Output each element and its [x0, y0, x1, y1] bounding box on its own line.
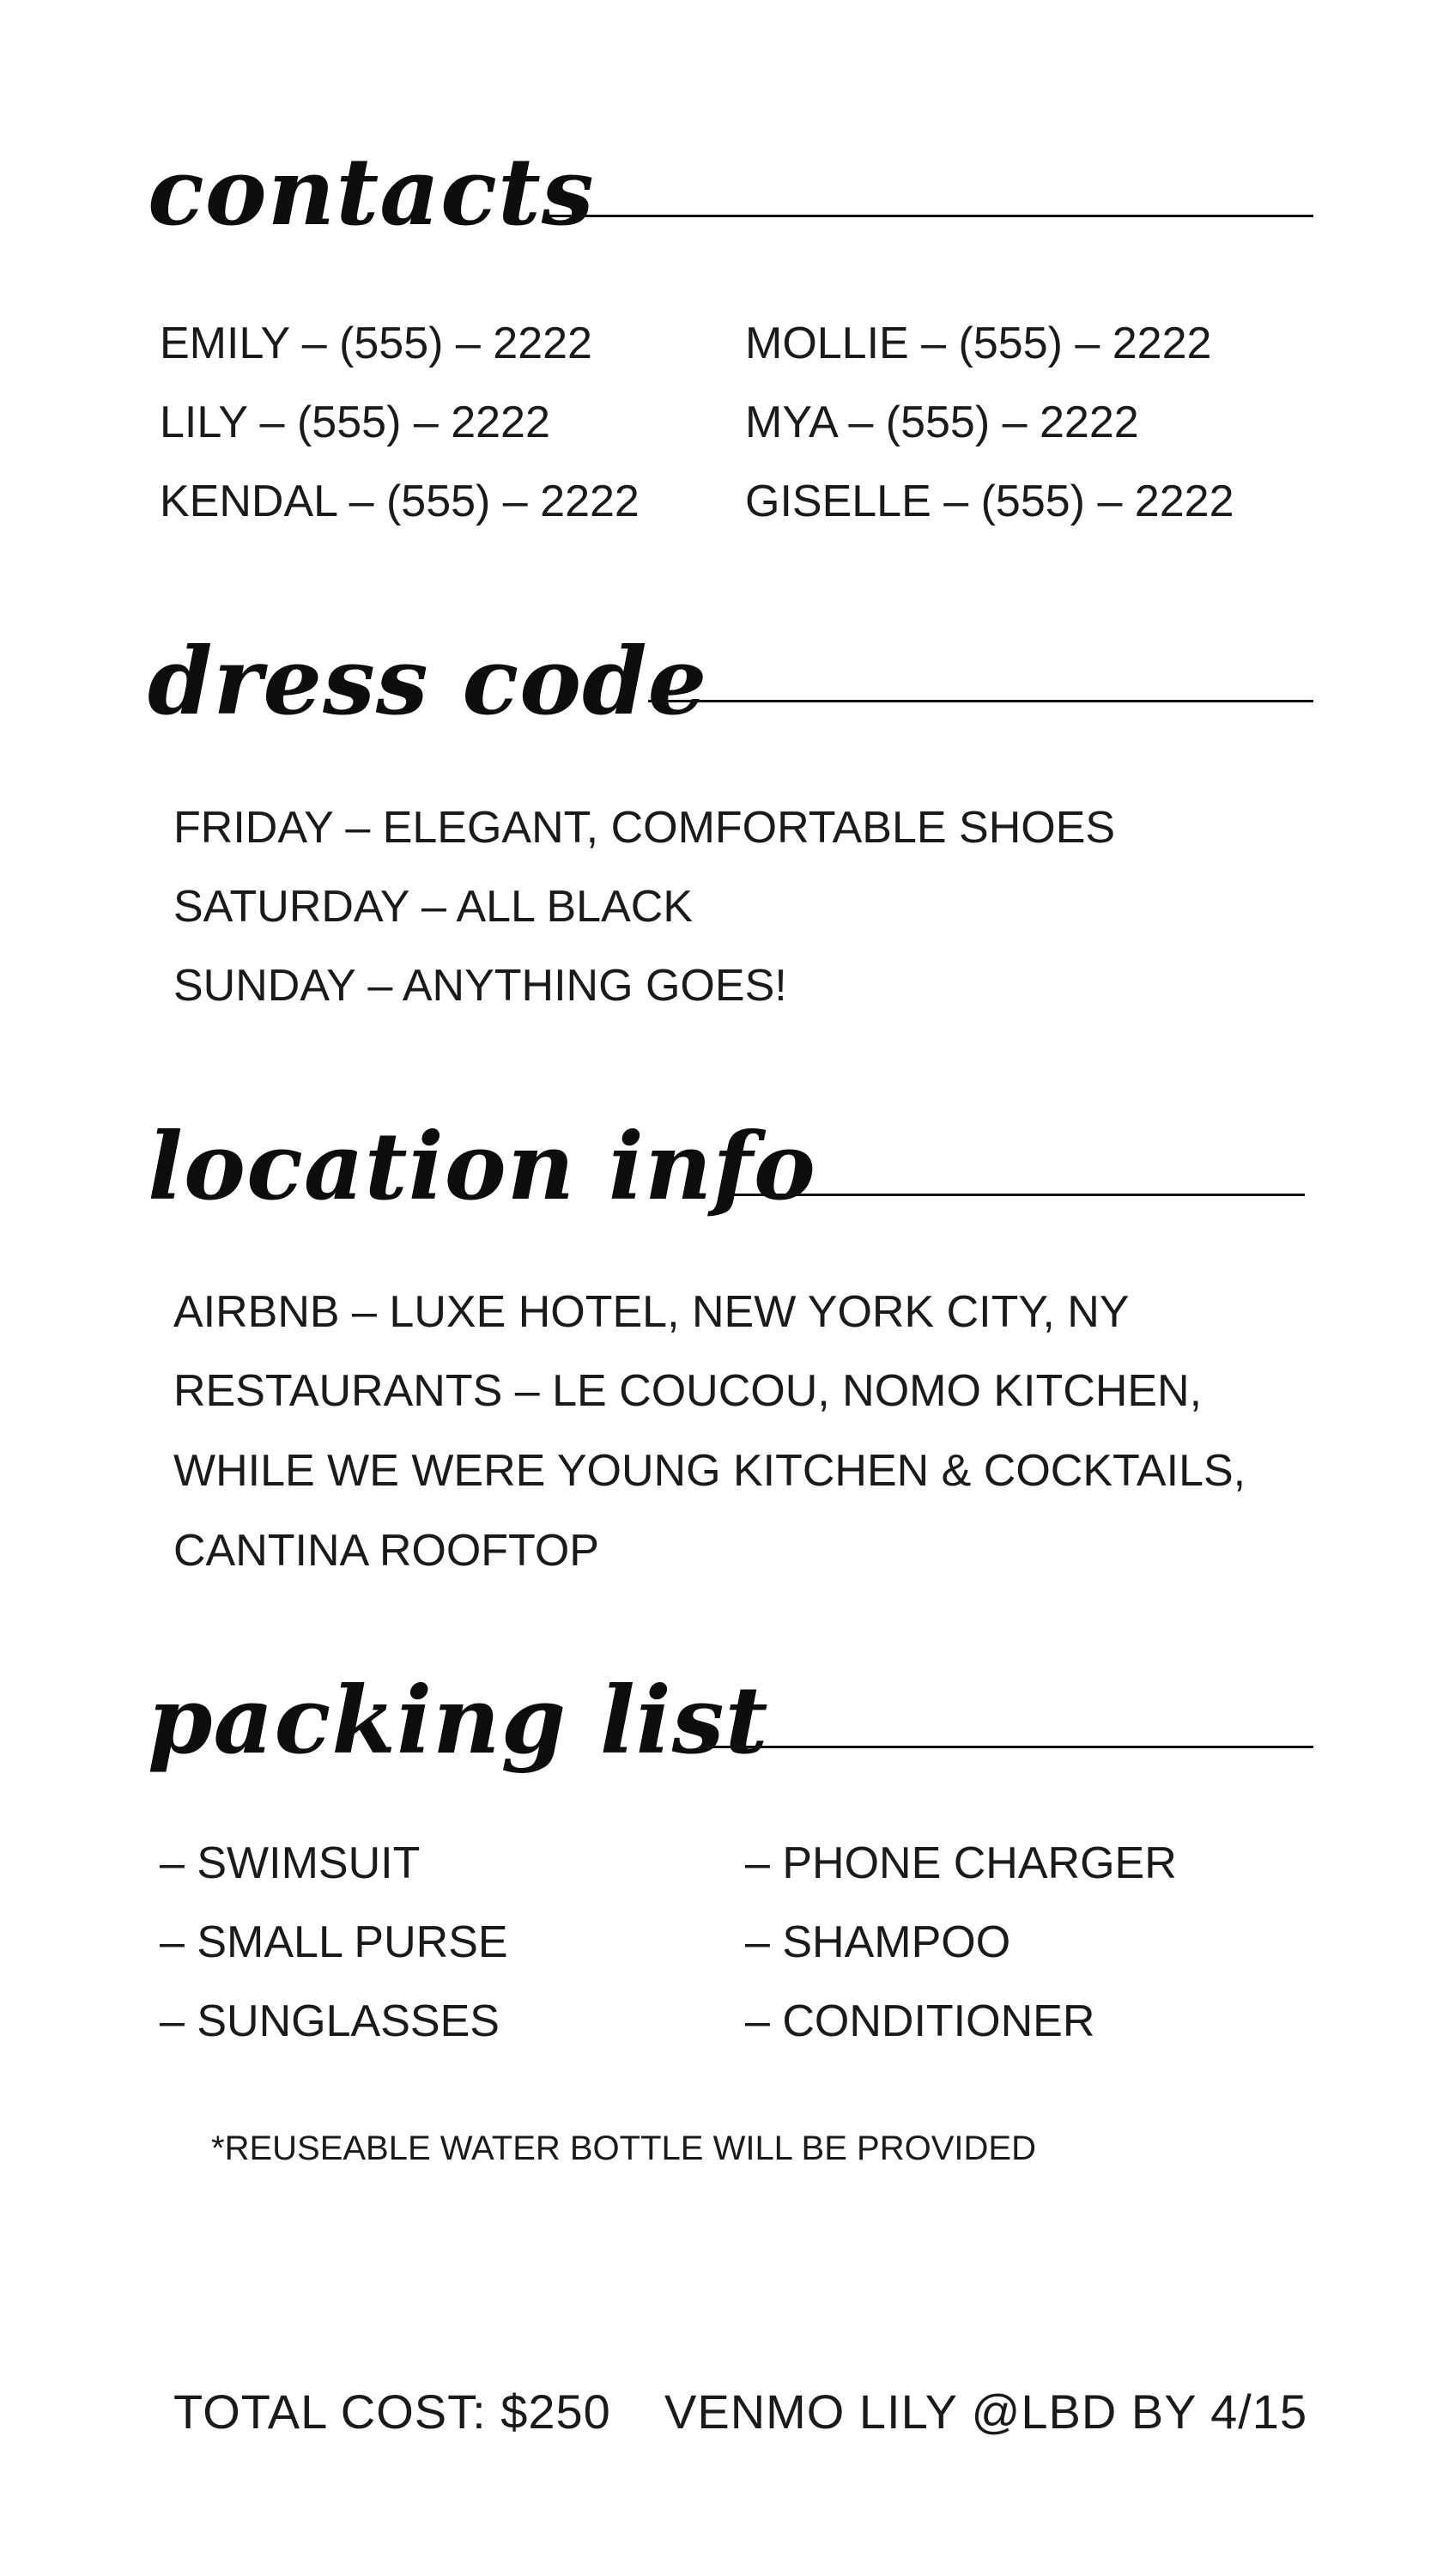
contact-kendal: KENDAL – (555) – 2222: [160, 477, 640, 526]
location-restaurants-cont: WHILE WE WERE YOUNG KITCHEN & COCKTAILS,: [173, 1446, 1246, 1496]
packing-list-divider: [700, 1746, 1313, 1748]
total-cost: TOTAL COST: $250: [173, 2385, 611, 2439]
dress-code-saturday: SATURDAY – ALL BLACK: [173, 882, 694, 932]
packing-list-heading: packing list: [148, 1667, 769, 1775]
dress-code-heading: dress code: [148, 628, 708, 736]
packing-note: *REUSEABLE WATER BOTTLE WILL BE PROVIDED: [211, 2129, 1036, 2167]
contact-mya: MYA – (555) – 2222: [745, 398, 1139, 447]
contact-emily: EMILY – (555) – 2222: [160, 319, 592, 368]
venmo-instructions: VENMO LILY @LBD BY 4/15: [664, 2385, 1308, 2439]
packing-item-conditioner: – CONDITIONER: [745, 1996, 1095, 2046]
dress-code-divider: [648, 700, 1313, 702]
location-restaurants-cont-2: CANTINA ROOFTOP: [173, 1526, 599, 1576]
location-info-heading: location info: [148, 1113, 816, 1221]
packing-item-swimsuit: – SWIMSUIT: [160, 1838, 421, 1888]
contacts-heading: contacts: [148, 138, 595, 246]
packing-item-sunglasses: – SUNGLASSES: [160, 1996, 500, 2046]
contacts-divider: [549, 215, 1313, 217]
contact-lily: LILY – (555) – 2222: [160, 398, 550, 447]
location-info-divider: [731, 1194, 1305, 1196]
location-restaurants: RESTAURANTS – LE COUCOU, NOMO KITCHEN,: [173, 1366, 1203, 1416]
packing-item-phone-charger: – PHONE CHARGER: [745, 1838, 1177, 1888]
contact-giselle: GISELLE – (555) – 2222: [745, 477, 1234, 526]
contact-mollie: MOLLIE – (555) – 2222: [745, 319, 1212, 368]
packing-item-small-purse: – SMALL PURSE: [160, 1917, 508, 1967]
packing-item-shampoo: – SHAMPOO: [745, 1917, 1011, 1967]
dress-code-friday: FRIDAY – ELEGANT, COMFORTABLE SHOES: [173, 803, 1116, 853]
dress-code-sunday: SUNDAY – ANYTHING GOES!: [173, 961, 787, 1011]
location-airbnb: AIRBNB – LUXE HOTEL, NEW YORK CITY, NY: [173, 1287, 1130, 1337]
